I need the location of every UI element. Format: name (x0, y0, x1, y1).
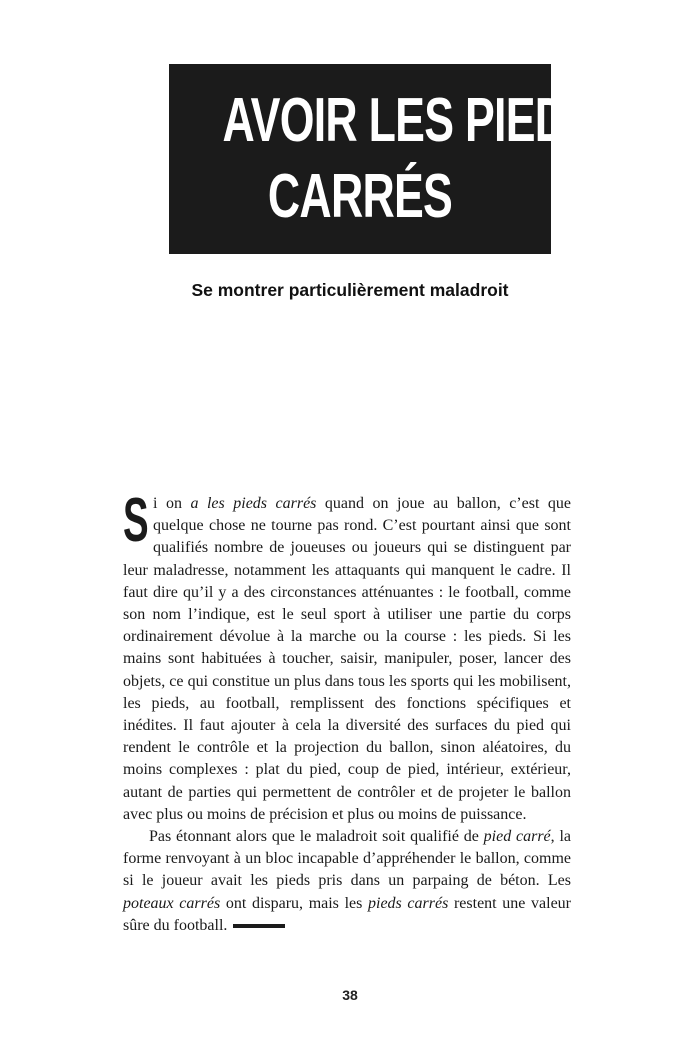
paragraph-2-italic-a: pied carré (483, 828, 551, 846)
paragraph-1-text-a: i on (153, 495, 191, 512)
chapter-subtitle: Se montrer particulièrement maladroit (191, 280, 509, 300)
paragraph-1 (123, 486, 572, 826)
paragraph-1-text-b: quand on joue au ballon, c’est que quelque chose ne tourne pas rond. C’est pourtant ainsi que sont qualifiés nombre de joueuses ou joueurs qui se distinguent par leur maladresse, notamment les attaquants qui manquent le cadre. Il faut dire qu’il y a des circonstances atténuantes : le football, comme son nom l’indique, est le seul sport à utiliser une partie du corps ordinairement dévolue à la marche ou la course : les pieds. Si les mains sont habituées à toucher, saisir, manipuler, poser, lancer des objets, ce qui constitue un plus dans tous les sports qui les mobilisent, les pieds, au football, remplissent des fonctions spécifiques et inédites. Il faut ajouter à cela la diversité des surfaces du pied qui rendent le contrôle et la projection du ballon, sinon aléatoires, du moins complexes : plat du pied, coup de pied, intérieur, extérieur, autant de parties qui permettent de contrôler et de projeter le ballon avec plus ou moins de précision et plus ou moins de puissance. (123, 495, 572, 823)
paragraph-2-text-c: ont disparu, mais les (220, 894, 368, 912)
end-of-article-mark (233, 924, 285, 928)
drop-cap: S (123, 486, 149, 555)
chapter-title-line-1: AVOIR LES PIEDS (222, 86, 596, 155)
body-text (123, 486, 572, 937)
chapter-title-block (169, 64, 596, 254)
paragraph-2-text-a: Pas étonnant alors que le maladroit soit qualifié de (149, 828, 484, 846)
paragraph-2-italic-b: poteaux carrés (123, 894, 221, 912)
chapter-title-line-2: CARRÉS (267, 162, 453, 231)
paragraph-2 (123, 826, 571, 937)
paragraph-1-italic-a: a les pieds carrés (190, 495, 317, 512)
paragraph-2-text-d: restent une valeur sûre du football. (123, 894, 571, 934)
paragraph-2-italic-c: pieds carrés (368, 894, 449, 912)
page-number: 38 (342, 987, 358, 1003)
paragraph-2-text-b: , la forme renvoyant à un bloc incapable d’appréhender le ballon, comme si le joueur avait les pieds pris dans un parpaing de béton. Les (123, 828, 572, 890)
